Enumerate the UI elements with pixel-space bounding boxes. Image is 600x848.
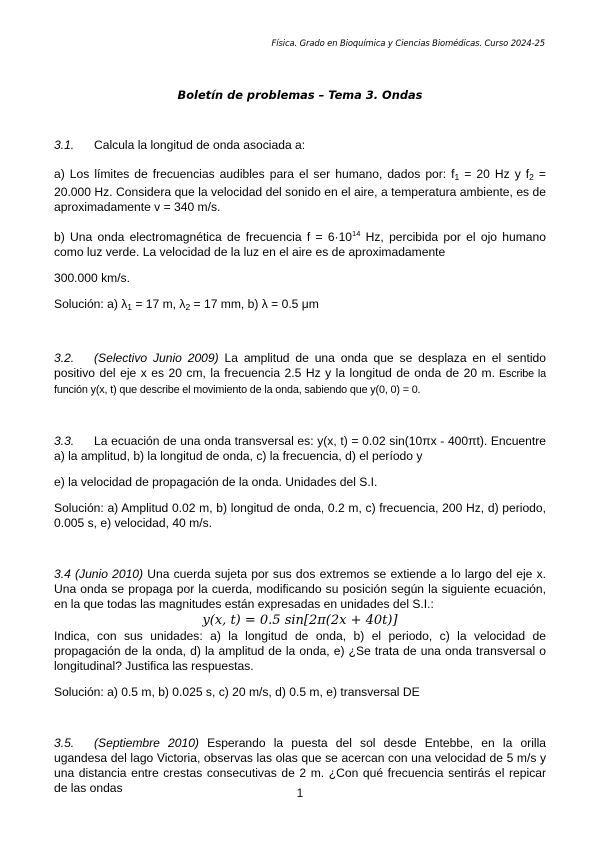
problem-3-1-part-b: b) Una onda electromagnética de frecuencia $f = 6\cdot 10^{14}$ Hz, percibida por el ojo humano como luz verde. La velocidad de la luz en el aire es de aproximadamente	[54, 229, 546, 259]
problem-number: 3.2.	[54, 351, 75, 365]
problem-3-4-questions: Indica, con sus unidades: a) la longitud de onda, b) el periodo, c) la velocidad de propagación de la onda, d) la amplitud de la onda, e) ¿Se trata de una onda transversal o longitudinal? Justifica las respuestas.	[54, 629, 546, 673]
problem-3-3-statement-cont: e) la velocidad de propagación de la onda. Unidades del S.I.	[54, 475, 378, 489]
problem-3-3-solution: Solución: a) Amplitud 0.02 m, b) longitud de onda, 0.2 m, c) frecuencia, 200 Hz, d) periodo, 0.005 s, e) velocidad, 40 m/s.	[54, 501, 546, 530]
problem-3-5-statement: 3.5. (Septiembre 2010) Esperando la puesta del sol desde Entebbe, en la orilla ugandesa del lago Victoria, observas las olas que se acercan con una velocidad de 5 m/s y una distancia entre crestas consecutivas de 2 m. ¿Con qué frecuencia sentirás el repicar de las ondas	[54, 736, 546, 795]
problem-3-1-part-a: a) Los límites de frecuencias audibles para el ser humano, dados por: $f_1 = 20$ Hz y $f_2 = 20.000$ Hz. Considera que la velocidad del sonido en el aire, a temperatura ambiente, es de aproximadamente v = 340 m/s.	[54, 167, 546, 214]
problem-number: 3.4 (Junio 2010)	[54, 567, 144, 581]
problem-number: 3.5.	[54, 736, 75, 750]
problem-3-4-solution: Solución: a) 0.5 m, b) 0.025 s, c) 20 m/s, d) 0.5 m, e) transversal DE	[54, 685, 420, 699]
page-number: 1	[296, 788, 304, 800]
page-header: Física. Grado en Bioquímica y Ciencias Biomédicas. Curso 2024-25	[271, 38, 545, 48]
problem-3-1-statement: 3.1. Calcula la longitud de onda asociada a:	[54, 138, 306, 152]
problem-source: (Septiembre 2010)	[94, 736, 199, 750]
wave-equation: y(x, t) = 0.5 sin[2π(2x + 40t)]	[202, 613, 398, 628]
document-body	[54, 138, 546, 796]
problem-number: 3.3.	[54, 434, 75, 448]
problem-number: 3.1.	[54, 138, 75, 152]
problem-3-1-solution: Solución: a) $\lambda_1 = 17$ m, $\lambda_2 = 17$ mm, b) λ = 0.5 μm	[54, 297, 319, 312]
problem-3-1-light-speed: 300.000 km/s.	[54, 271, 130, 285]
problem-3-4-statement: 3.4 (Junio 2010) Una cuerda sujeta por sus dos extremos se extiende a lo largo del eje x. Una onda se propaga por la cuerda, modificando su posición según la siguiente ecuación, en la que todas las magnitudes están expresadas en unidades del S.I.:	[54, 567, 546, 611]
problem-3-2-statement: 3.2. (Selectivo Junio 2009) La amplitud de una onda que se desplaza en el sentido positivo del eje x es 20 cm, la frecuencia 2.5 Hz y la longitud de onda de 20 m. Escribe la función y(x, t) que describe el movimiento de la onda, sabiendo que y(0, 0) = 0.	[54, 351, 546, 396]
document-title: Boletín de problemas – Tema 3. Ondas	[177, 88, 423, 102]
problem-source: (Selectivo Junio 2009)	[94, 351, 219, 365]
problem-3-3-statement: 3.3. La ecuación de una onda transversal es: y(x, t) = 0.02 sin(10πx - 400πt). Encuentre a) la amplitud, b) la longitud de onda, c) la frecuencia, d) el período y	[54, 434, 546, 463]
